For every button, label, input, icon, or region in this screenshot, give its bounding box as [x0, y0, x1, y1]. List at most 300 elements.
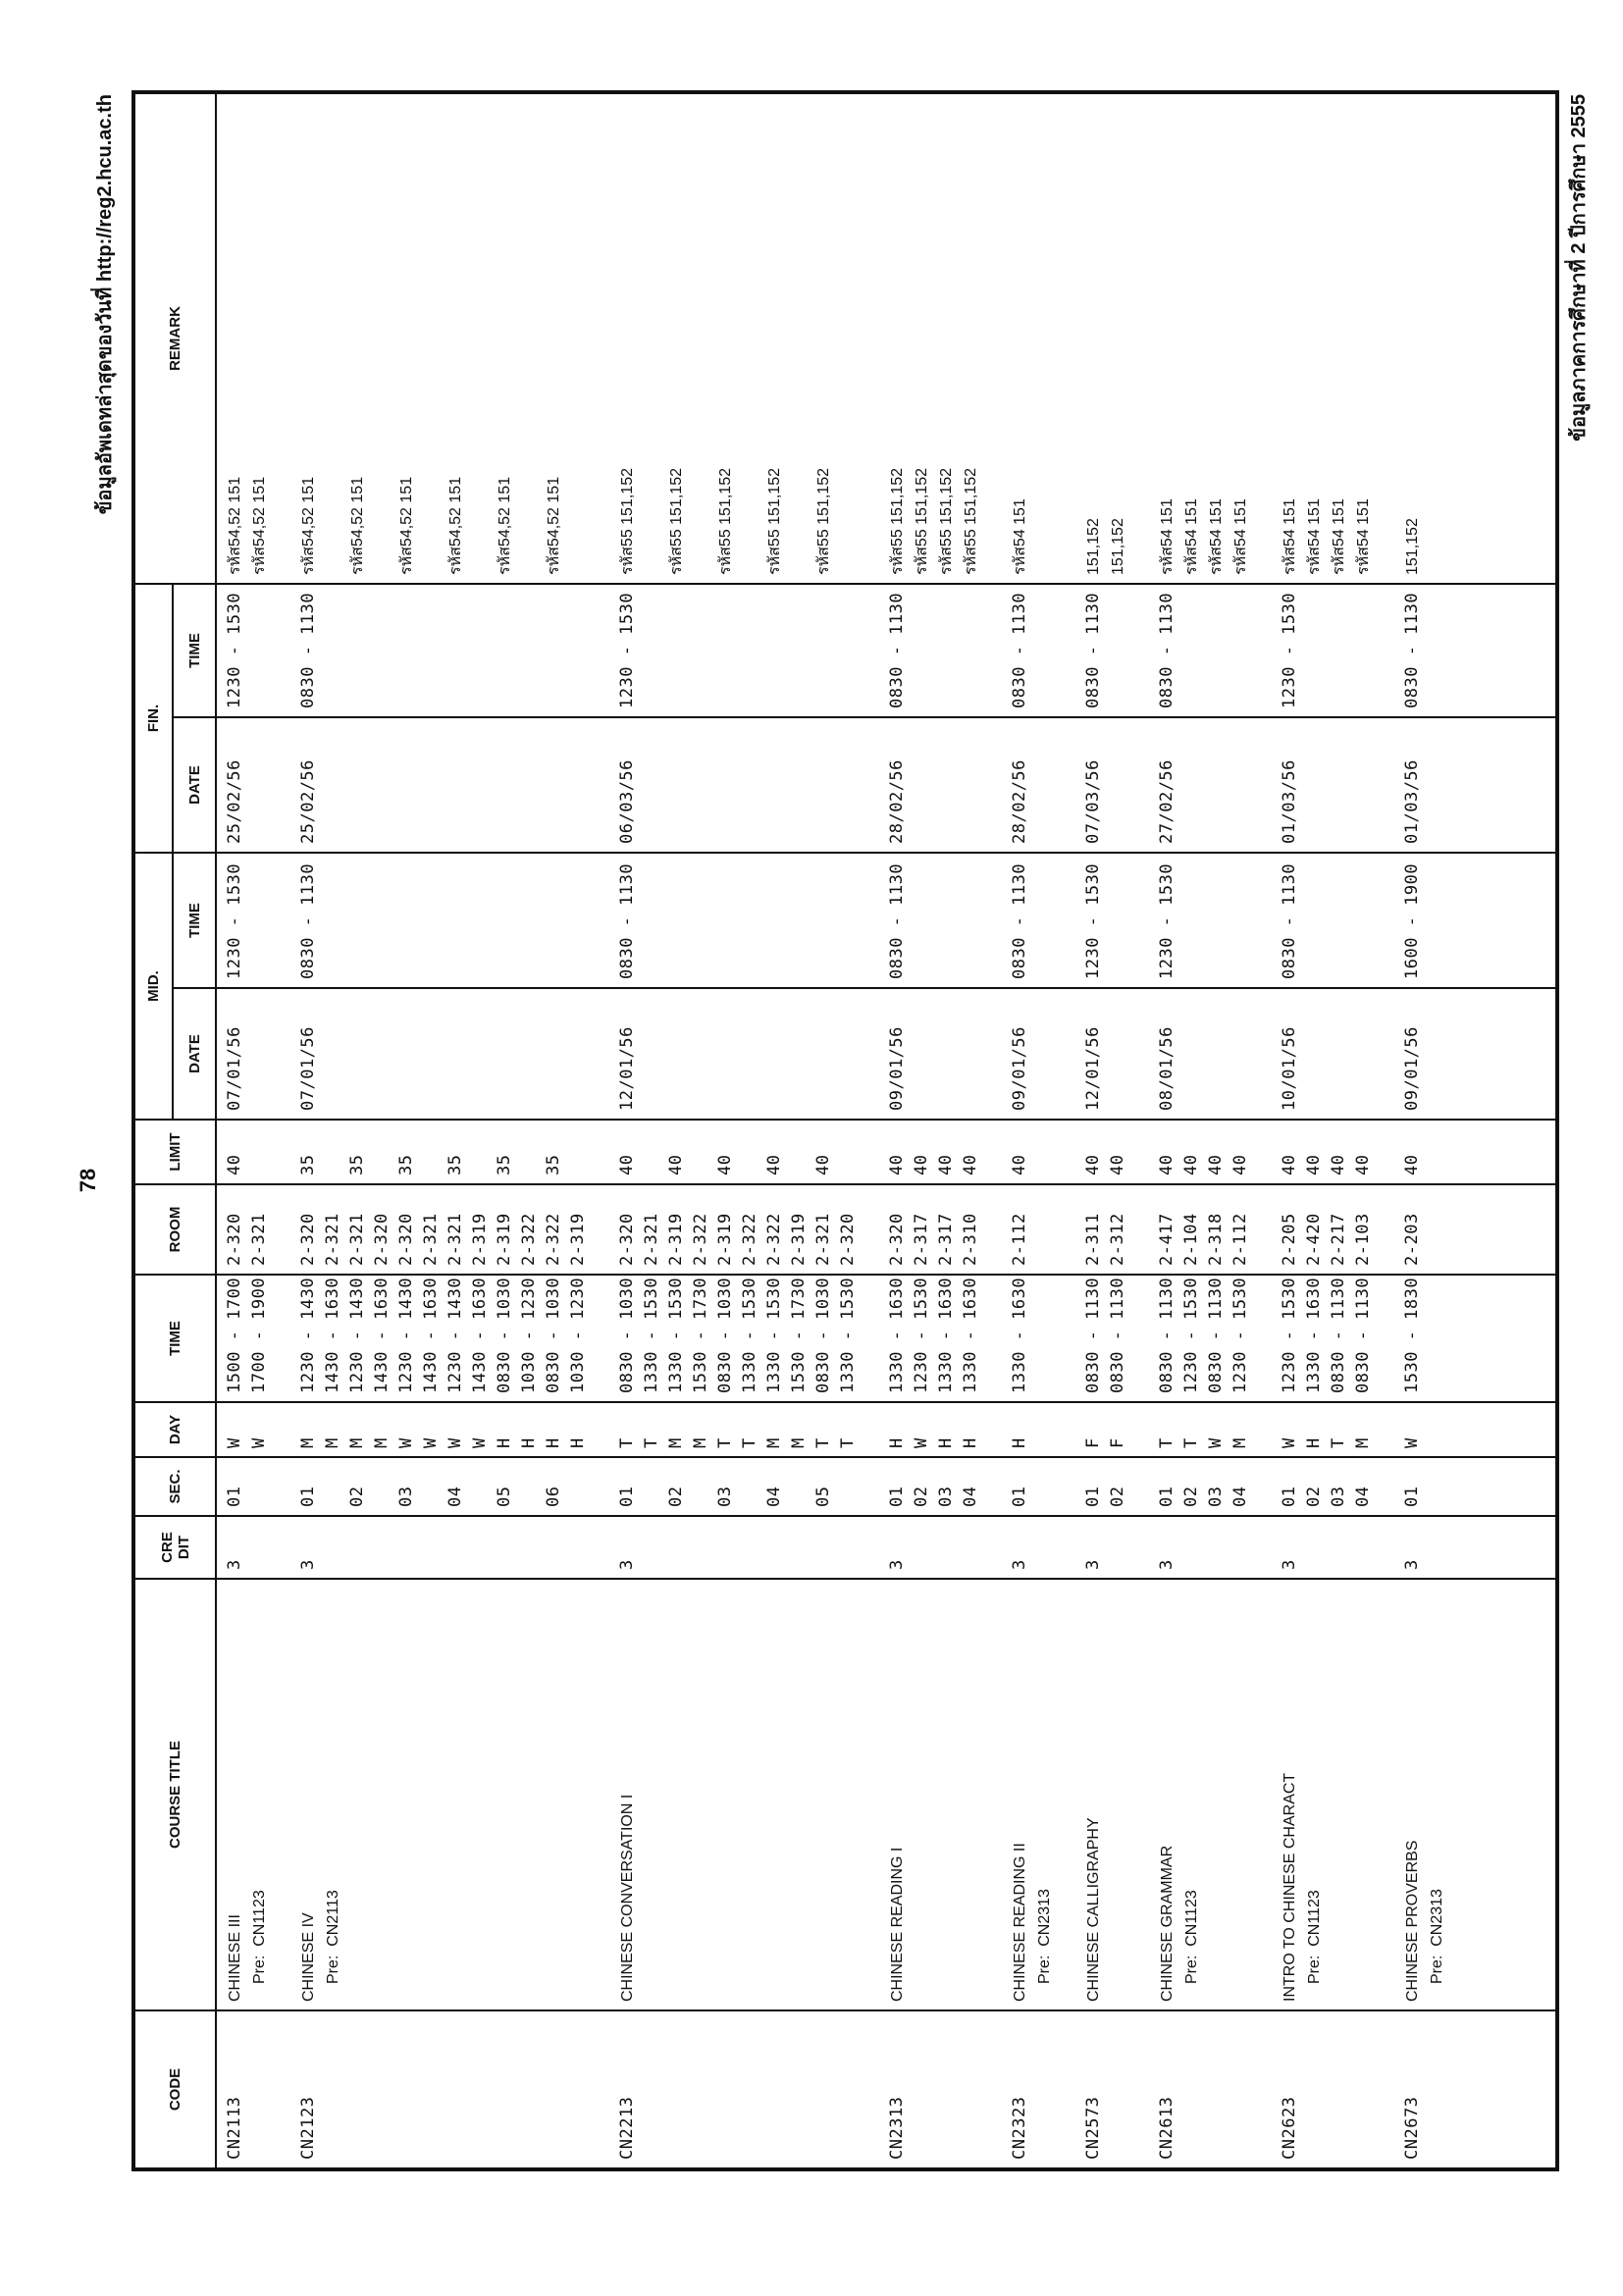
midterm-time: 0830 - 1130 [1280, 862, 1299, 979]
course-title-spacer [468, 1588, 493, 2002]
seat-limit [247, 1128, 272, 1175]
course-gap [272, 997, 296, 1111]
course-code [1229, 2019, 1253, 2160]
course-credit [1425, 1525, 1449, 1570]
course-gap [861, 861, 885, 979]
class-day: H [1304, 1437, 1324, 1448]
course-code [640, 2019, 664, 2160]
seat-limit: 40 [617, 1154, 637, 1175]
header-time: TIME [133, 1275, 216, 1402]
final-date: 01/03/56 [1280, 759, 1299, 844]
class-day: T [715, 1437, 735, 1448]
course-credit: 3 [1402, 1559, 1422, 1570]
course-title: CHINESE III [227, 1914, 243, 2002]
seat-limit: 40 [1353, 1154, 1373, 1175]
class-room: 2-321 [249, 1213, 269, 1266]
midterm-time [934, 861, 959, 979]
course-title-spacer [444, 1588, 468, 2002]
mid-date-column [216, 988, 1557, 1120]
course-gap [1130, 861, 1155, 979]
section-remark [468, 102, 493, 575]
course-gap [1376, 1128, 1400, 1175]
course-title-spacer [345, 1588, 370, 2002]
section-number: 05 [813, 1486, 833, 1507]
credit-column [216, 1516, 1557, 1579]
final-time [664, 593, 689, 708]
course-credit [689, 1525, 713, 1570]
course-gap [1253, 726, 1278, 844]
course-credit [419, 1525, 444, 1570]
section-number: 03 [1329, 1486, 1348, 1507]
final-date [934, 726, 959, 844]
section-remark: รหัส54,52 151 [300, 476, 317, 575]
final-time [1351, 593, 1376, 708]
course-gap [861, 726, 885, 844]
course-title: CHINESE READING I [889, 1847, 906, 2002]
section-remark: รหัส54 151 [1208, 498, 1225, 575]
seat-limit: 40 [1010, 1154, 1029, 1175]
course-title-spacer [713, 1588, 738, 2002]
course-title-spacer [787, 1588, 812, 2002]
course-title-spacer [542, 1588, 566, 2002]
midterm-time [517, 861, 542, 979]
course-gap [1057, 1411, 1081, 1448]
course-gap [1376, 1283, 1400, 1393]
course-gap [1130, 593, 1155, 708]
course-gap [1449, 102, 1474, 575]
course-gap [1057, 861, 1081, 979]
course-credit [468, 1525, 493, 1570]
class-room: 2-103 [1353, 1213, 1373, 1266]
course-gap [1130, 1525, 1155, 1570]
course-gap [1253, 1411, 1278, 1448]
section-remark: รหัส54 151 [1159, 498, 1176, 575]
midterm-time [1229, 861, 1253, 979]
course-title-spacer [664, 1588, 689, 2002]
midterm-time [394, 861, 419, 979]
midterm-date [1179, 997, 1204, 1111]
midterm-date [910, 997, 934, 1111]
course-code [345, 2019, 370, 2160]
midterm-date [1351, 997, 1376, 1111]
class-room: 2-417 [1157, 1213, 1177, 1266]
midterm-date [517, 997, 542, 1111]
course-code [419, 2019, 444, 2160]
seat-limit: 35 [347, 1154, 367, 1175]
midterm-time [738, 861, 762, 979]
course-title: INTRO TO CHINESE CHARACT [1282, 1772, 1298, 2002]
class-room: 2-322 [764, 1213, 784, 1266]
course-prerequisite: Pre: CN1123 [251, 1890, 268, 1984]
final-time [370, 593, 394, 708]
course-gap [983, 593, 1008, 708]
final-date [713, 726, 738, 844]
class-day: H [544, 1437, 563, 1448]
section-number: 02 [347, 1486, 367, 1507]
course-gap [1253, 1193, 1278, 1266]
midterm-time [1204, 861, 1229, 979]
code-column [216, 2010, 1557, 2169]
course-credit: 3 [298, 1559, 318, 1570]
midterm-date: 12/01/56 [1083, 1026, 1103, 1111]
class-room: 2-112 [1230, 1213, 1250, 1266]
seat-limit [419, 1128, 444, 1175]
fin-date-column [216, 717, 1557, 853]
section-remark [566, 102, 591, 575]
midterm-date [934, 997, 959, 1111]
final-time [934, 593, 959, 708]
course-gap [591, 997, 615, 1111]
final-date [1351, 726, 1376, 844]
class-room: 2-321 [642, 1213, 661, 1266]
section-remark [640, 102, 664, 575]
section-remark: รหัส54 151 [1232, 498, 1249, 575]
midterm-time [1302, 861, 1327, 979]
course-credit [1032, 1525, 1057, 1570]
class-time: 1530 - 1730 [691, 1277, 710, 1393]
class-time: 1700 - 1900 [249, 1277, 269, 1393]
class-time: 1230 - 1430 [445, 1277, 465, 1393]
room-column [216, 1184, 1557, 1275]
class-room: 2-320 [887, 1213, 907, 1266]
class-day: W [470, 1437, 490, 1448]
course-gap [591, 593, 615, 708]
section-number: 01 [617, 1486, 637, 1507]
course-credit [321, 1525, 345, 1570]
course-gap [1057, 1193, 1081, 1266]
midterm-date [370, 997, 394, 1111]
final-time [321, 593, 345, 708]
course-gap [983, 2019, 1008, 2160]
midterm-date [812, 997, 836, 1111]
midterm-time: 1230 - 1530 [1083, 862, 1103, 979]
course-code: CN2623 [1280, 2096, 1299, 2160]
final-time: 1230 - 1530 [1280, 592, 1299, 708]
course-gap [1057, 1588, 1081, 2002]
class-day: T [1181, 1437, 1201, 1448]
final-time [394, 593, 419, 708]
section-remark: รหัส54,52 151 [546, 476, 562, 575]
header-fin: FIN. [133, 584, 173, 853]
class-room: 2-321 [323, 1213, 342, 1266]
class-time: 1430 - 1630 [323, 1277, 342, 1393]
section-number: 01 [298, 1486, 318, 1507]
midterm-time [1179, 861, 1204, 979]
final-time: 0830 - 1130 [887, 592, 907, 708]
final-time [542, 593, 566, 708]
section-number: 02 [1108, 1486, 1127, 1507]
midterm-time: 1230 - 1530 [225, 862, 244, 979]
seat-limit: 40 [666, 1154, 686, 1175]
section-remark: รหัส54 151 [1183, 498, 1200, 575]
class-room: 2-321 [347, 1213, 367, 1266]
course-gap [1376, 593, 1400, 708]
course-credit [345, 1525, 370, 1570]
course-code [566, 2019, 591, 2160]
midterm-date [542, 997, 566, 1111]
section-remark: รหัส55 151,152 [889, 468, 906, 575]
final-date [517, 726, 542, 844]
final-time: 0830 - 1130 [298, 592, 318, 708]
class-time: 1230 - 1430 [396, 1277, 416, 1393]
course-code [689, 2019, 713, 2160]
course-gap [591, 1283, 615, 1393]
course-gap [983, 726, 1008, 844]
course-credit [517, 1525, 542, 1570]
course-title: CHINESE PROVERBS [1404, 1840, 1421, 2002]
midterm-time: 0830 - 1130 [887, 862, 907, 979]
course-title: CHINESE READING II [1012, 1843, 1028, 2002]
class-day: T [642, 1437, 661, 1448]
course-code [1302, 2019, 1327, 2160]
final-date [1204, 726, 1229, 844]
class-room: 2-203 [1402, 1213, 1422, 1266]
course-gap [1449, 861, 1474, 979]
midterm-date [738, 997, 762, 1111]
section-number: 03 [715, 1486, 735, 1507]
course-gap [1376, 1193, 1400, 1266]
course-gap [1449, 1193, 1474, 1266]
section-number: 02 [1304, 1486, 1324, 1507]
final-date [1425, 726, 1449, 844]
course-gap [1449, 2019, 1474, 2160]
course-title-spacer [910, 1588, 934, 2002]
course-gap [272, 1283, 296, 1393]
class-room: 2-205 [1280, 1213, 1299, 1266]
class-time: 0830 - 1130 [1353, 1277, 1373, 1393]
final-date [664, 726, 689, 844]
final-time [1425, 593, 1449, 708]
final-date: 25/02/56 [225, 759, 244, 844]
section-remark: รหัส55 151,152 [815, 468, 832, 575]
final-time [345, 593, 370, 708]
course-gap [272, 2019, 296, 2160]
class-time: 1230 - 1430 [347, 1277, 367, 1393]
class-time: 0830 - 1130 [1206, 1277, 1226, 1393]
final-time: 1230 - 1530 [617, 592, 637, 708]
midterm-time [1327, 861, 1351, 979]
class-time: 1500 - 1700 [225, 1277, 244, 1393]
course-gap [1253, 1283, 1278, 1393]
seat-limit: 40 [1304, 1154, 1324, 1175]
midterm-time [959, 861, 983, 979]
sec-column [216, 1457, 1557, 1516]
midterm-date: 09/01/56 [1010, 1026, 1029, 1111]
section-number [419, 1466, 444, 1507]
course-gap [861, 1466, 885, 1507]
course-title-spacer [1204, 1588, 1229, 2002]
course-schedule-table [131, 90, 1559, 2171]
seat-limit: 35 [298, 1154, 318, 1175]
course-code [762, 2019, 787, 2160]
class-room: 2-319 [789, 1213, 809, 1266]
rotated-schedule-sheet [94, 94, 1596, 2171]
midterm-time [444, 861, 468, 979]
seat-limit [370, 1128, 394, 1175]
seat-limit: 40 [912, 1154, 931, 1175]
section-remark: รหัส54,52 151 [349, 476, 366, 575]
seat-limit: 40 [813, 1154, 833, 1175]
section-remark: รหัส54,52 151 [227, 476, 243, 575]
course-gap [983, 1128, 1008, 1175]
course-code [444, 2019, 468, 2160]
class-day: W [912, 1437, 931, 1448]
section-remark: รหัส54,52 151 [497, 476, 513, 575]
final-date [493, 726, 517, 844]
course-code [321, 2019, 345, 2160]
section-remark: รหัส55 151,152 [668, 468, 685, 575]
course-code [247, 2019, 272, 2160]
class-day: F [1108, 1437, 1127, 1448]
final-time [517, 593, 542, 708]
class-day: W [1280, 1437, 1299, 1448]
section-number: 01 [1083, 1486, 1103, 1507]
course-title-spacer [1351, 1588, 1376, 2002]
course-gap [1130, 1283, 1155, 1393]
final-time [1106, 593, 1130, 708]
midterm-time [787, 861, 812, 979]
final-time [836, 593, 861, 708]
course-credit [910, 1525, 934, 1570]
course-gap [1253, 997, 1278, 1111]
course-gap [1130, 997, 1155, 1111]
course-title-spacer [1106, 1588, 1130, 2002]
header-note: ข้อมูลภาคการศึกษาที่ 2 ปีการศึกษา 2555 [1568, 94, 1590, 442]
course-gap [983, 1525, 1008, 1570]
class-time: 1030 - 1230 [568, 1277, 588, 1393]
class-time: 1030 - 1230 [519, 1277, 539, 1393]
course-credit [1229, 1525, 1253, 1570]
course-gap [1449, 1283, 1474, 1393]
midterm-time [836, 861, 861, 979]
seat-limit: 40 [1280, 1154, 1299, 1175]
class-room: 2-319 [568, 1213, 588, 1266]
final-time [444, 593, 468, 708]
class-room: 2-112 [1010, 1213, 1029, 1266]
course-gap [1057, 1283, 1081, 1393]
seat-limit: 40 [1083, 1154, 1103, 1175]
final-date [542, 726, 566, 844]
course-gap [1376, 997, 1400, 1111]
section-number: 01 [1157, 1486, 1177, 1507]
course-title-spacer [370, 1588, 394, 2002]
course-title: CHINESE IV [300, 1912, 317, 2002]
course-gap [1253, 861, 1278, 979]
midterm-date [566, 997, 591, 1111]
remark-column [216, 92, 1557, 584]
class-day: M [298, 1437, 318, 1448]
course-title-spacer [566, 1588, 591, 2002]
class-time: 1530 - 1830 [1402, 1277, 1422, 1393]
course-credit [713, 1525, 738, 1570]
section-number [468, 1466, 493, 1507]
midterm-time [689, 861, 713, 979]
seat-limit [321, 1128, 345, 1175]
final-time [1179, 593, 1204, 708]
class-time: 0830 - 1030 [813, 1277, 833, 1393]
course-gap [1449, 593, 1474, 708]
midterm-date [836, 997, 861, 1111]
class-room: 2-319 [470, 1213, 490, 1266]
course-code [910, 2019, 934, 2160]
course-gap [861, 1588, 885, 2002]
section-number: 03 [396, 1486, 416, 1507]
class-time: 1330 - 1530 [838, 1277, 858, 1393]
header-credit: CRE DIT [133, 1516, 216, 1579]
course-gap [1449, 997, 1474, 1111]
section-remark: รหัส55 151,152 [938, 468, 955, 575]
course-gap [1130, 1128, 1155, 1175]
section-remark: รหัส54,52 151 [398, 476, 415, 575]
section-number [738, 1466, 762, 1507]
course-credit [1204, 1525, 1229, 1570]
final-time [959, 593, 983, 708]
midterm-time [812, 861, 836, 979]
header-mid: MID. [133, 853, 173, 1120]
final-date: 27/02/56 [1157, 759, 1177, 844]
class-room: 2-321 [813, 1213, 833, 1266]
midterm-time: 1230 - 1530 [1157, 862, 1177, 979]
seat-limit: 35 [445, 1154, 465, 1175]
final-date [640, 726, 664, 844]
course-gap [272, 861, 296, 979]
section-remark [738, 102, 762, 575]
class-day: M [1353, 1437, 1373, 1448]
course-gap [272, 1525, 296, 1570]
class-day: W [1402, 1437, 1422, 1448]
final-date [738, 726, 762, 844]
course-credit [394, 1525, 419, 1570]
course-title-spacer [689, 1588, 713, 2002]
midterm-time [713, 861, 738, 979]
midterm-date [444, 997, 468, 1111]
section-number: 04 [445, 1486, 465, 1507]
class-time: 1330 - 1530 [642, 1277, 661, 1393]
class-day: H [568, 1437, 588, 1448]
mid-time-column [216, 853, 1557, 988]
section-number: 02 [1181, 1486, 1201, 1507]
course-gap [1449, 726, 1474, 844]
final-date: 01/03/56 [1402, 759, 1422, 844]
final-time [713, 593, 738, 708]
seat-limit: 40 [1329, 1154, 1348, 1175]
section-remark [787, 102, 812, 575]
course-credit [762, 1525, 787, 1570]
class-time: 1330 - 1530 [740, 1277, 759, 1393]
class-room: 2-320 [372, 1213, 392, 1266]
section-remark [517, 102, 542, 575]
midterm-time [910, 861, 934, 979]
course-gap [591, 861, 615, 979]
section-remark: รหัส55 151,152 [619, 468, 636, 575]
class-time: 1330 - 1530 [666, 1277, 686, 1393]
header-fin-time: TIME [173, 584, 216, 717]
midterm-time [640, 861, 664, 979]
final-time: 0830 - 1130 [1083, 592, 1103, 708]
class-day: W [421, 1437, 441, 1448]
section-number: 03 [1206, 1486, 1226, 1507]
class-time: 0830 - 1030 [495, 1277, 514, 1393]
class-room: 2-319 [715, 1213, 735, 1266]
class-room: 2-311 [1083, 1213, 1103, 1266]
seat-limit: 35 [544, 1154, 563, 1175]
class-day: H [887, 1437, 907, 1448]
seat-limit: 40 [887, 1154, 907, 1175]
class-time: 1330 - 1630 [1010, 1277, 1029, 1393]
final-date [1327, 726, 1351, 844]
course-gap [1253, 102, 1278, 575]
course-gap [272, 102, 296, 575]
